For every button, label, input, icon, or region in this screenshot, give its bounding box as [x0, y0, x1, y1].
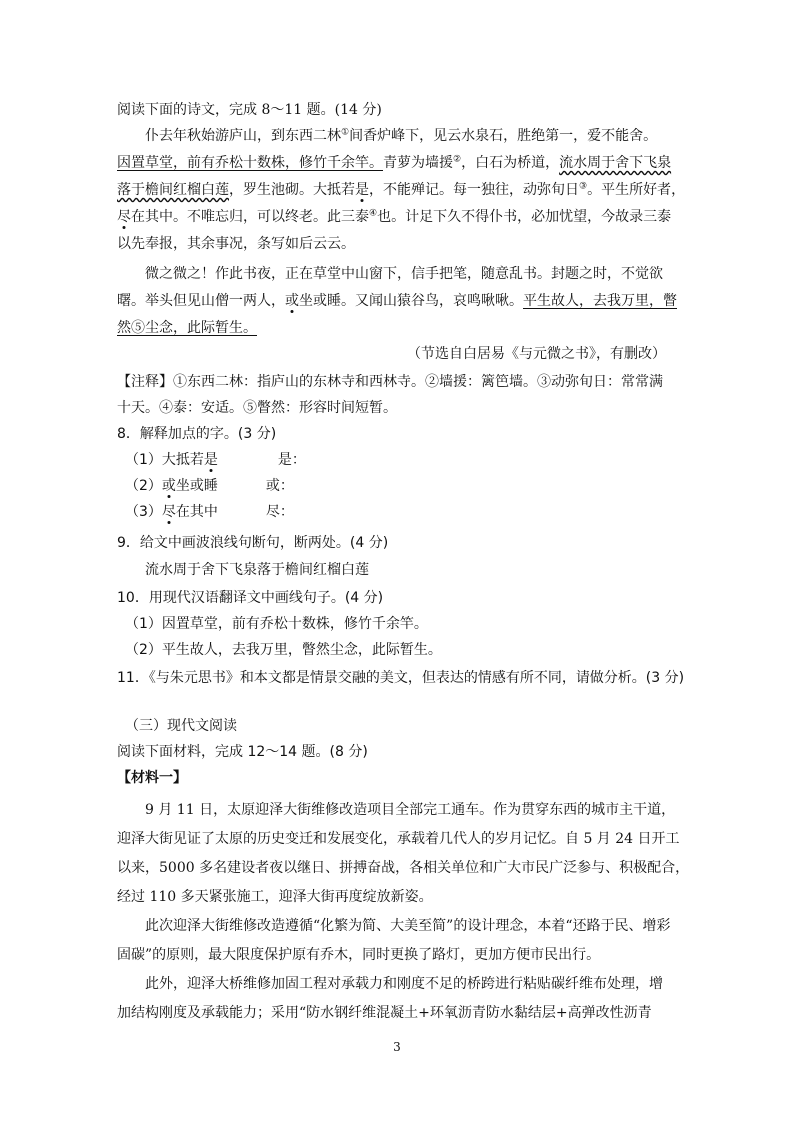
- article-line: 以来，5000 多名建设者夜以继日、拼搏奋战，各相关单位和广大市民广泛参与、积极配合，: [117, 860, 690, 876]
- article-line: 此次迎泽大街维修改造遵循“化繁为简、大美至简”的设计理念，本着“还路于民、增彩: [145, 918, 671, 934]
- passage-line: 仆去年秋始游庐山，到东西二林①间香炉峰下，见云水泉石，胜绝第一，爱不能舍。: [145, 127, 658, 144]
- section-heading: （三）现代文阅读: [125, 718, 237, 734]
- question-9-text: 流水周于舍下飞泉落于檐间红榴白莲: [145, 562, 369, 578]
- question-8-item-3: （3）尽在其中 尽：: [125, 504, 294, 520]
- underlined-sentence: 然⑤尘念，此际暂生。: [117, 320, 257, 336]
- passage-line: 尽在其中。不唯忘归，可以终老。此三泰④也。计足下久不得仆书，必加忧望，今故录三泰: [117, 208, 672, 225]
- question-10-item-1: （1）因置草堂，前有乔松十数株，修竹千余竿。: [125, 616, 428, 632]
- passage-line: 因置草堂，前有乔松十数株，修竹千余竿。青萝为墙援②，白石为桥道，流水周于舍下飞泉: [117, 154, 672, 171]
- passage-line: 微之微之！作此书夜，正在草堂中山窗下，信手把笔，随意乱书。封题之时，不觉欲: [145, 266, 663, 282]
- question-8: 8．解释加点的字。(3 分): [117, 426, 277, 442]
- dotted-char: 尽: [117, 209, 131, 225]
- underlined-sentence: 平生故人，去我万里，瞥: [523, 293, 677, 309]
- dotted-char: 尽: [161, 504, 176, 520]
- source-citation: （节选自白居易《与元微之书》，有删改）: [407, 346, 666, 362]
- question-8-item-1: （1）大抵若是 是：: [125, 452, 306, 468]
- dotted-char: 是: [203, 452, 218, 468]
- question-11: 11．《与朱元思书》和本文都是情景交融的美文，但表达的情感有所不同，请做分析。(3 分): [117, 670, 685, 686]
- underlined-sentence: 因置草堂，前有乔松十数株，修竹千余竿。: [117, 155, 383, 171]
- article-line: 固碳”的原则，最大限度保护原有乔木，同时更换了路灯，更加方便市民出行。: [117, 947, 601, 963]
- material-title: 【材料一】: [117, 770, 187, 786]
- article-line: 迎泽大街见证了太原的历史变迁和发展变化，承载着几代人的岁月记忆。自 5 月 24 日开工: [117, 831, 680, 847]
- annotation-line: 十天。④泰：安适。⑤瞥然：形容时间短暂。: [117, 400, 397, 416]
- passage-line: [117, 318, 257, 338]
- passage-prompt: 阅读下面的诗文，完成 8～11 题。(14 分): [117, 102, 382, 118]
- article-line: 经过 110 多天紧张施工，迎泽大街再度绽放新姿。: [117, 889, 433, 905]
- annotation-line: 【注释】①东西二林：指庐山的东林寺和西林寺。②墙援：篱笆墙。③动弥旬日：常常满: [117, 374, 663, 390]
- wavy-underlined-sentence: 流水周于舍下飞泉: [559, 155, 672, 171]
- article-line: 加结构刚度及承载能力；采用“防水钢纤维混凝土+环氧沥青防水黏结层+高弹改性沥青: [117, 1005, 652, 1021]
- wavy-underlined-sentence: 落于檐间红榴白莲: [117, 182, 229, 198]
- question-10-item-2: （2）平生故人，去我万里，瞥然尘念，此际暂生。: [125, 642, 442, 658]
- section-prompt: 阅读下面材料，完成 12～14 题。(8 分): [117, 744, 368, 760]
- question-9: 9．给文中画波浪线句断句，断两处。(4 分): [117, 535, 389, 551]
- dotted-char: 或: [285, 293, 299, 309]
- passage-line: 落于檐间红榴白莲，罗生池砌。大抵若是，不能殚记。每一独往，动弥旬日③。平生所好者，: [117, 181, 686, 198]
- article-line: 此外，迎泽大桥维修加固工程对承载力和刚度不足的桥跨进行粘贴碳纤维布处理，增: [145, 976, 663, 992]
- question-8-item-2: （2）或坐或睡 或：: [125, 478, 294, 494]
- passage-line: 曙。举头但见山僧一两人，或坐或睡。又闻山猿谷鸟，哀鸣啾啾。平生故人，去我万里，瞥: [117, 293, 677, 309]
- article-line: 9 月 11 日，太原迎泽大街维修改造项目全部完工通车。作为贯穿东西的城市主干道，: [145, 802, 676, 818]
- page-number: 3: [393, 1040, 401, 1054]
- passage-line: 以先奉报，其余事况，条写如后云云。: [117, 236, 355, 252]
- dotted-char: 是: [355, 182, 369, 198]
- question-10: 10．用现代汉语翻译文中画线句子。(4 分): [117, 590, 384, 606]
- dotted-char: 或: [161, 478, 176, 494]
